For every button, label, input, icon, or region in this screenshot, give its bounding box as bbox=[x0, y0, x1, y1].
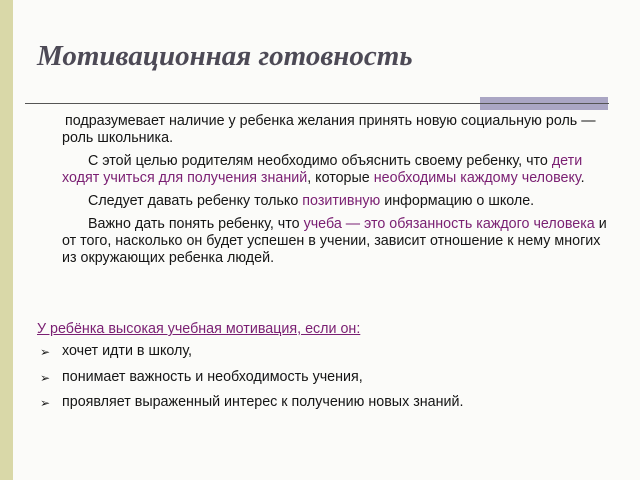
divider-accent-block-top bbox=[480, 97, 608, 103]
paragraph-text: . bbox=[580, 170, 585, 186]
arrow-bullet-icon: ➢ bbox=[40, 396, 51, 410]
highlight-text: учеба — это обязанность каждого человека bbox=[303, 216, 595, 232]
highlight-text: необходимы каждому человеку bbox=[373, 170, 581, 186]
slide-body bbox=[62, 113, 610, 273]
divider-accent-block-bottom bbox=[480, 104, 608, 110]
list-item-text: понимает важность и необходимость учения, bbox=[62, 368, 363, 385]
arrow-bullet-icon: ➢ bbox=[40, 345, 51, 359]
paragraph-text: , которые bbox=[307, 170, 374, 186]
paragraph-definition bbox=[62, 113, 610, 147]
paragraph-text: и от того, насколько он будет успешен в учении, зависит отношение к нему многих из окружающих ребенка людей. bbox=[62, 216, 607, 266]
list-item-text: хочет идти в школу, bbox=[62, 343, 193, 359]
paragraph-text: информацию о школе. bbox=[380, 193, 535, 209]
motivation-subheading: У ребёнка высокая учебная мотивация, если он: bbox=[37, 321, 361, 337]
highlight-text: позитивную bbox=[302, 193, 381, 209]
paragraph-text: С этой целью родителям необходимо объяснить своему ребенку, что bbox=[88, 153, 552, 169]
arrow-bullet-icon: ➢ bbox=[40, 370, 51, 385]
paragraph-text: Важно дать понять ребенку, что bbox=[88, 216, 304, 232]
paragraph-text: подразумевает наличие у ребенка желания принять новую социальную роль — роль школьника. bbox=[62, 113, 596, 146]
paragraph-duty bbox=[62, 216, 610, 267]
left-accent-bar bbox=[0, 0, 13, 480]
slide-title: Мотивационная готовность bbox=[37, 40, 413, 72]
list-item-text: проявляет выраженный интерес к получению новых знаний. bbox=[62, 394, 464, 410]
paragraph-text: Следует давать ребенку только bbox=[88, 193, 303, 209]
paragraph-positive-info bbox=[62, 193, 610, 210]
paragraph-explain bbox=[62, 153, 610, 187]
highlight-text: дети ходят учиться для получения знаний bbox=[62, 153, 583, 186]
